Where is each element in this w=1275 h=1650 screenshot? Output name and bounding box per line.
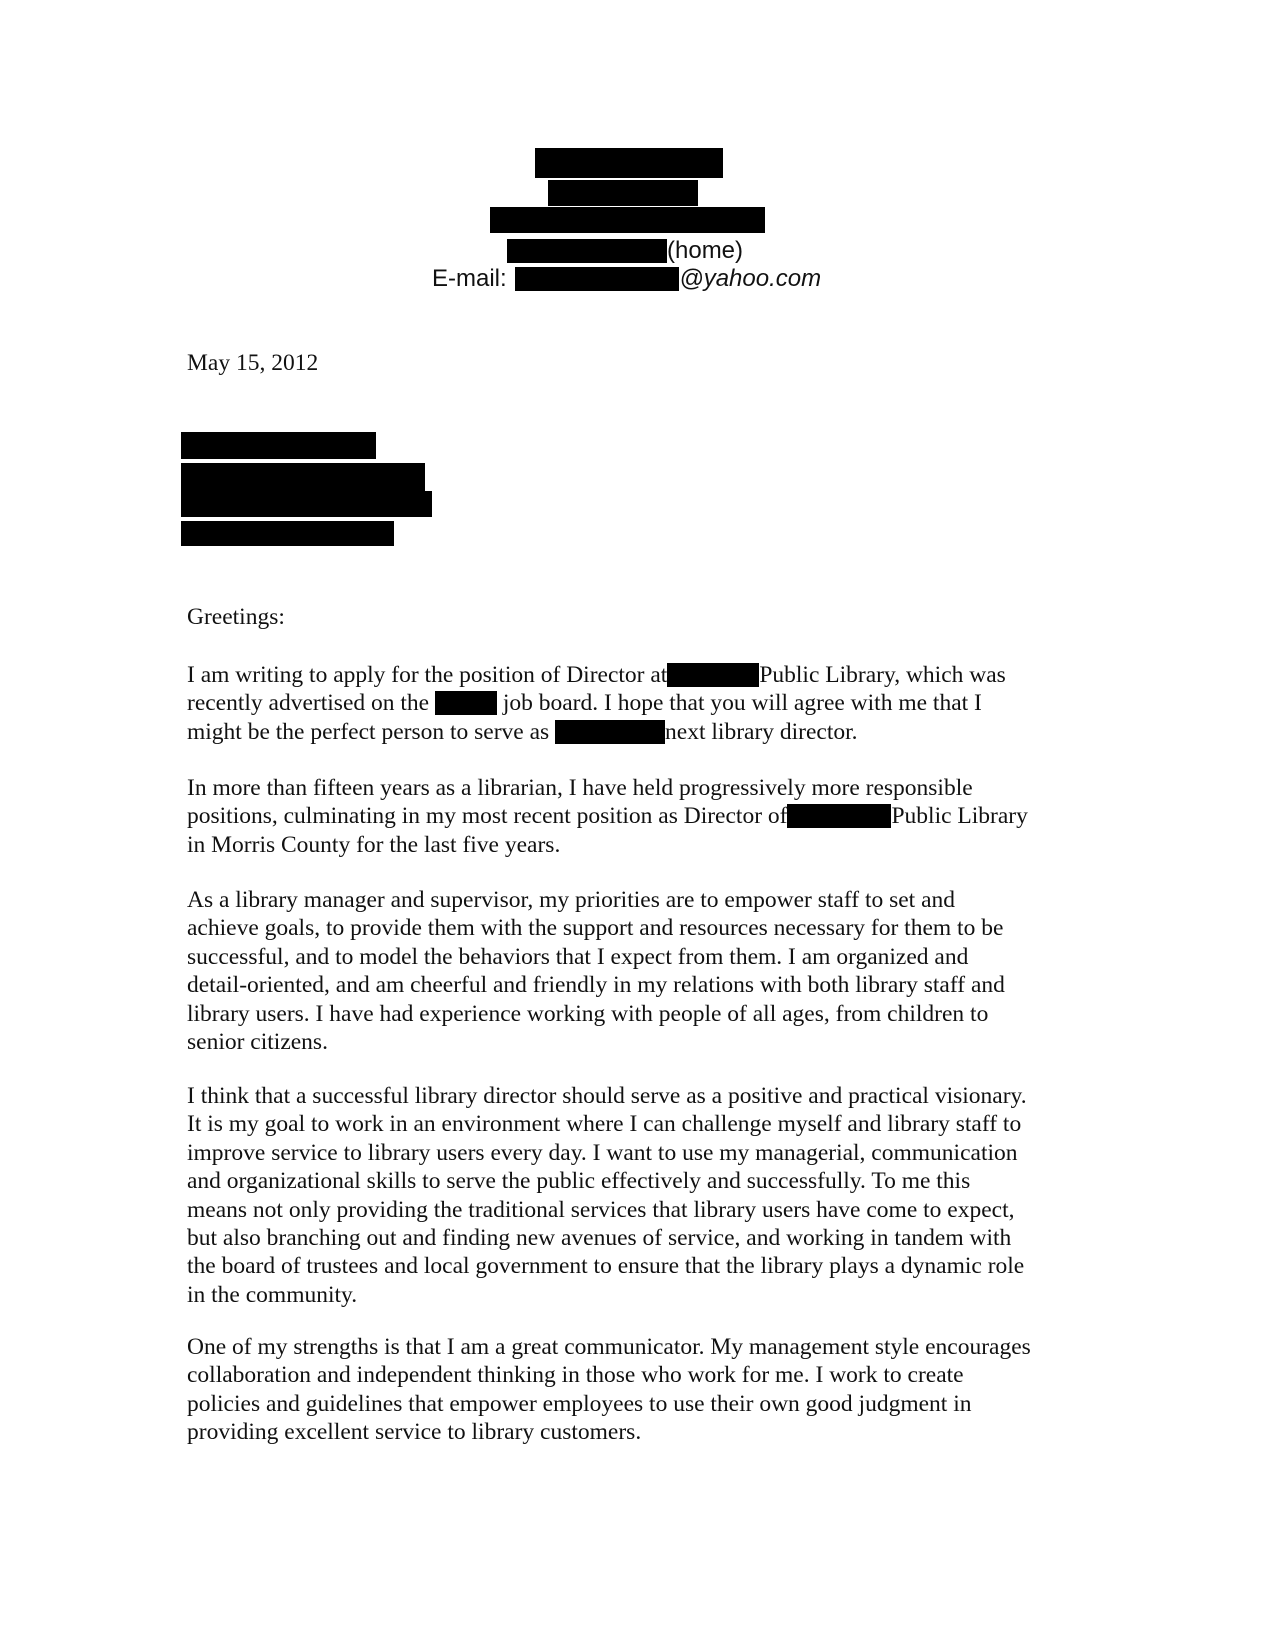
redacted-phone bbox=[507, 239, 667, 263]
paragraph-line: successful, and to model the behaviors that I expect from them. I am organized and bbox=[187, 943, 969, 970]
paragraph-line: in the community. bbox=[187, 1281, 358, 1308]
paragraph-line: It is my goal to work in an environment where I can challenge myself and library staff to bbox=[187, 1111, 1022, 1138]
paragraph-vision bbox=[187, 1082, 1027, 1309]
greeting: Greetings: bbox=[187, 604, 285, 630]
paragraph-experience bbox=[187, 774, 1028, 859]
paragraph-line: means not only providing the traditional services that library users have come to expect, bbox=[187, 1196, 1015, 1223]
paragraph-line: recently advertised on the job board. I hope that you will agree with me that I bbox=[187, 690, 982, 717]
redacted-sender-city bbox=[490, 207, 765, 233]
redacted-current-library bbox=[787, 804, 891, 828]
redacted-library-possessive bbox=[555, 720, 665, 744]
redacted-recipient-org bbox=[181, 463, 425, 491]
email-line bbox=[432, 265, 821, 293]
paragraph-line: As a library manager and supervisor, my priorities are to empower staff to set and bbox=[187, 887, 956, 913]
letter-date: May 15, 2012 bbox=[187, 350, 319, 376]
paragraph-line: might be the perfect person to serve as next library director. bbox=[187, 718, 858, 745]
paragraph-line: the board of trustees and local government to ensure that the library plays a dynamic role bbox=[187, 1253, 1025, 1280]
paragraph-line: policies and guidelines that empower employees to use their own good judgment in bbox=[187, 1390, 972, 1417]
paragraph-line: achieve goals, to provide them with the support and resources necessary for them to be bbox=[187, 915, 1004, 942]
paragraph-line: positions, culminating in my most recent position as Director of Public Library bbox=[187, 803, 1028, 830]
paragraph-line: and organizational skills to serve the public effectively and successfully. To me this bbox=[187, 1168, 971, 1195]
redacted-recipient-street bbox=[181, 491, 432, 517]
paragraph-line: detail-oriented, and am cheerful and friendly in my relations with both library staff and bbox=[187, 972, 1005, 999]
paragraph-line: collaboration and independent thinking in those who work for me. I work to create bbox=[187, 1362, 964, 1389]
redacted-sender-street bbox=[548, 180, 698, 206]
paragraph-application bbox=[187, 661, 1006, 746]
paragraph-management bbox=[187, 886, 1005, 1056]
paragraph-line: One of my strengths is that I am a great communicator. My management style encourages bbox=[187, 1334, 1031, 1360]
email-domain: @yahoo.com bbox=[679, 265, 822, 292]
paragraph-line: I think that a successful library director should serve as a positive and practical visionary. bbox=[187, 1083, 1027, 1109]
redacted-email-user bbox=[515, 267, 679, 291]
paragraph-line: In more than fifteen years as a librarian, I have held progressively more responsible bbox=[187, 775, 973, 801]
redacted-job-board bbox=[435, 691, 497, 715]
redacted-library-name bbox=[667, 663, 759, 687]
redacted-recipient-name bbox=[181, 432, 376, 459]
redacted-sender-name bbox=[535, 148, 723, 178]
phone-line bbox=[507, 237, 743, 265]
paragraph-line: providing excellent service to library customers. bbox=[187, 1419, 642, 1446]
email-label: E-mail: bbox=[432, 265, 507, 292]
paragraph-line: senior citizens. bbox=[187, 1029, 328, 1056]
paragraph-line: improve service to library users every day. I want to use my managerial, communication bbox=[187, 1139, 1018, 1166]
phone-suffix: (home) bbox=[667, 237, 744, 264]
redacted-recipient-city bbox=[181, 521, 394, 546]
paragraph-line: I am writing to apply for the position of Director at Public Library, which was bbox=[187, 662, 1006, 688]
paragraph-line: library users. I have had experience working with people of all ages, from children to bbox=[187, 1000, 989, 1027]
paragraph-line: but also branching out and finding new avenues of service, and working in tandem with bbox=[187, 1225, 1012, 1252]
paragraph-strengths bbox=[187, 1333, 1031, 1447]
paragraph-line: in Morris County for the last five years. bbox=[187, 831, 561, 858]
